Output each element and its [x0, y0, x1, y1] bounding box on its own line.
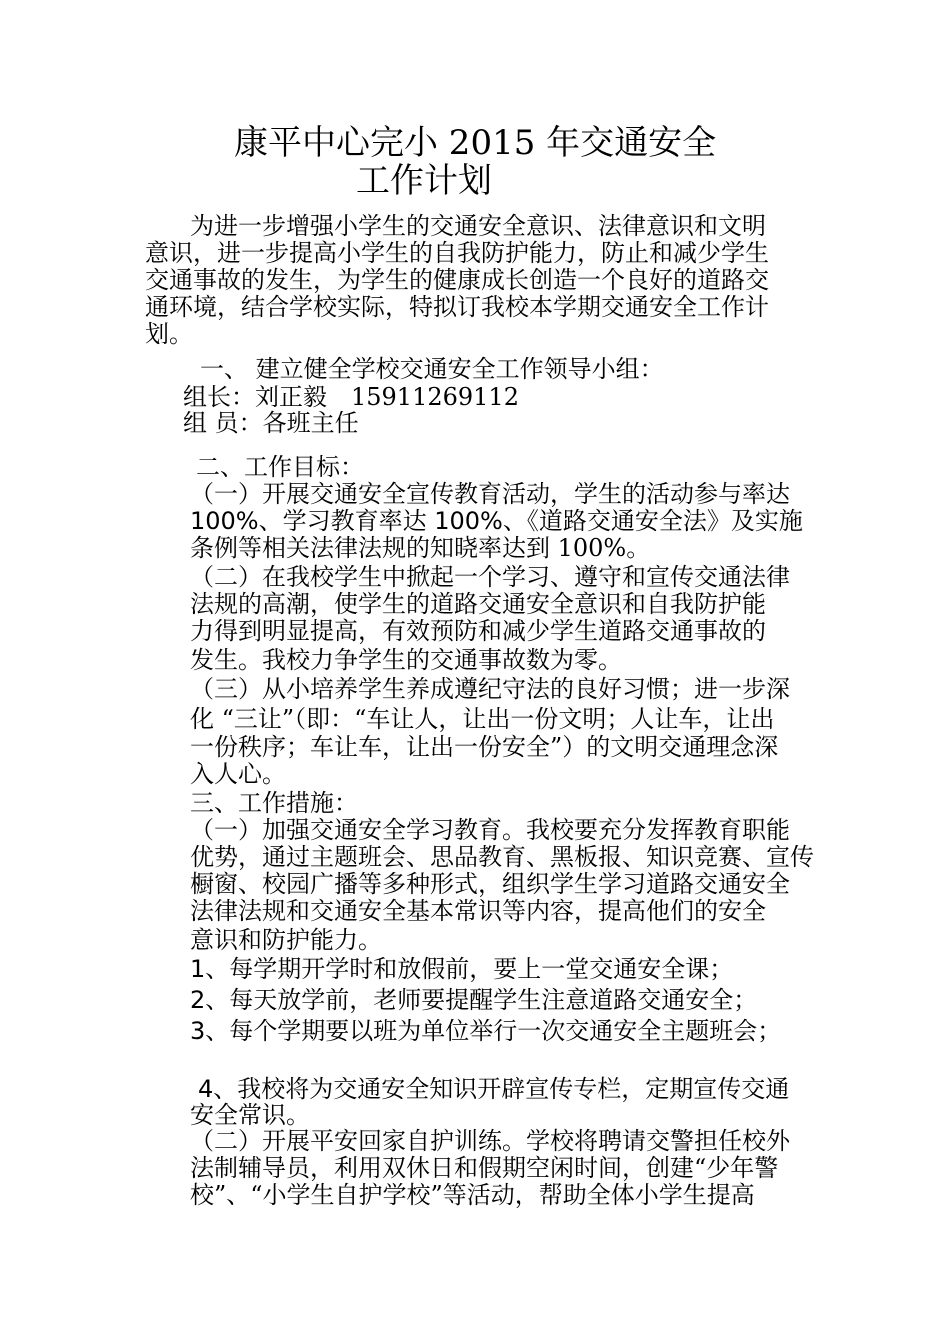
- intro-line: 交通事故的发生，为学生的健康成长创造一个良好的道路交: [145, 266, 769, 294]
- intro-line: 为进一步增强小学生的交通安全意识、法律意识和文明: [190, 212, 766, 240]
- goal-line: 一份秩序；车让车，让出一份安全”）的文明交通理念深: [190, 733, 779, 761]
- section-heading: 三、工作措施：: [190, 789, 358, 817]
- section-heading: 二、工作目标：: [196, 453, 364, 481]
- intro-line: 意识，进一步提高小学生的自我防护能力，防止和减少学生: [145, 239, 769, 267]
- goal-line: 法规的高潮，使学生的道路交通安全意识和自我防护能: [190, 590, 766, 618]
- goal-line: 发生。我校力争学生的交通事故数为零。: [190, 646, 622, 674]
- intro-line: 通环境，结合学校实际，特拟订我校本学期交通安全工作计: [145, 293, 769, 321]
- goal-line: 条例等相关法律法规的知晓率达到 100%。: [190, 534, 651, 562]
- section-heading: 一、 建立健全学校交通安全工作领导小组：: [200, 355, 664, 383]
- leader-line: 组长：刘正毅 15911269112: [183, 383, 519, 411]
- measure-line: （二）开展平安回家自护训练。学校将聘请交警担任校外: [190, 1127, 790, 1155]
- intro-line: 划。: [145, 320, 193, 348]
- list-item: 2、每天放学前，老师要提醒学生注意道路交通安全；: [190, 986, 758, 1014]
- measure-line: 法律法规和交通安全基本常识等内容，提高他们的安全: [190, 897, 766, 925]
- members-line: 组 员：各班主任: [183, 409, 359, 437]
- goal-line: 化 “三让”（即：“车让人，让出一份文明；人让车，让出: [190, 705, 775, 733]
- goal-line: （二）在我校学生中掀起一个学习、遵守和宣传交通法律: [190, 563, 790, 591]
- list-item: 安全常识。: [190, 1101, 310, 1129]
- list-item: 1、每学期开学时和放假前，要上一堂交通安全课；: [190, 955, 734, 983]
- measure-line: 优势，通过主题班会、思品教育、黑板报、知识竞赛、宣传: [190, 843, 814, 871]
- goal-line: （一）开展交通安全宣传教育活动，学生的活动参与率达: [190, 480, 790, 508]
- title-line-2: 工作计划: [356, 161, 492, 201]
- goal-line: 100%、学习教育率达 100%、《道路交通安全法》及实施: [190, 507, 803, 535]
- title-line-1: 康平中心完小 2015 年交通安全: [234, 123, 717, 163]
- measure-line: 法制辅导员，利用双休日和假期空闲时间，创建“少年警: [190, 1154, 779, 1182]
- list-item: 4、我校将为交通安全知识开辟宣传专栏，定期宣传交通: [198, 1075, 790, 1103]
- measure-line: 校”、“小学生自护学校”等活动，帮助全体小学生提高: [190, 1181, 755, 1209]
- measure-line: （一）加强交通安全学习教育。我校要充分发挥教育职能: [190, 816, 790, 844]
- goal-line: 力得到明显提高，有效预防和减少学生道路交通事故的: [190, 617, 766, 645]
- goal-line: （三）从小培养学生养成遵纪守法的良好习惯；进一步深: [190, 675, 790, 703]
- measure-line: 橱窗、校园广播等多种形式，组织学生学习道路交通安全: [190, 870, 790, 898]
- measure-line: 意识和防护能力。: [190, 926, 382, 954]
- goal-line: 入人心。: [190, 760, 286, 788]
- list-item: 3、每个学期要以班为单位举行一次交通安全主题班会；: [190, 1017, 782, 1045]
